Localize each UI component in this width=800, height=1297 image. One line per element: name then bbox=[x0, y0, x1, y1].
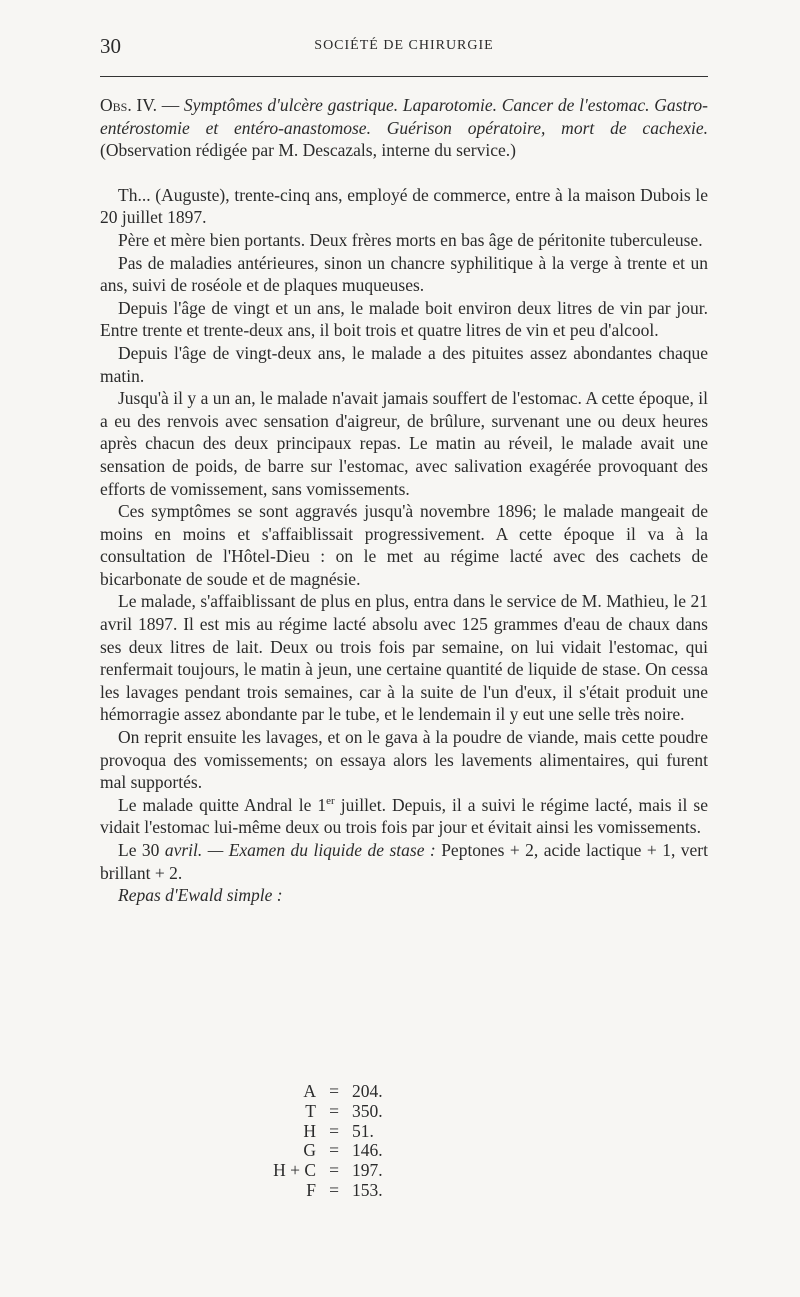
equals-sign: = bbox=[329, 1160, 339, 1181]
ordinal-superscript: er bbox=[326, 794, 335, 807]
equals-sign: = bbox=[329, 1179, 339, 1200]
observation-heading bbox=[100, 94, 708, 162]
formula-label: H bbox=[303, 1120, 316, 1141]
running-title: SOCIÉTÉ DE CHIRURGIE bbox=[314, 38, 494, 53]
paragraph-12 bbox=[100, 884, 708, 907]
formula-value: 51. bbox=[352, 1120, 374, 1141]
formula-row bbox=[240, 1102, 440, 1122]
paragraph-3: Pas de maladies antérieures, sinon un chancre syphilitique à la verge à trente et un ans, suivi de roséole et de plaques muqueuses. bbox=[100, 252, 708, 296]
formula-label: T bbox=[305, 1100, 316, 1121]
paragraph-7: Ces symptômes se sont aggravés jusqu'à novembre 1896; le malade mangeait de moins en moins et s'affaiblissait progressivement. A cette époque il va à la consultation de l'Hôtel-Dieu : on le met au régime lacté avec des cachets de bicarbonate de soude et de magnésie. bbox=[100, 501, 708, 589]
formula-row bbox=[240, 1122, 440, 1142]
paragraph-11-heading: avril. — Examen du liquide de stase : bbox=[164, 840, 436, 860]
paragraph-1: Th... (Auguste), trente-cinq ans, employé de commerce, entre à la maison Dubois le 20 juillet 1897. bbox=[100, 184, 708, 228]
formula-row bbox=[240, 1161, 440, 1181]
paragraph-8: Le malade, s'affaiblissant de plus en plus, entra dans le service de M. Mathieu, le 21 avril 1897. Il est mis au régime lacté absolu avec 125 grammes d'eau de chaux dans ses deux litres de lait. Deux ou trois fois par semaine, on lui vidait l'estomac, qui renfermait toujours, le matin à jeun, une certaine quantité de liquide de stase. On cessa les lavages pendant trois semaines, car à la suite de l'un d'eux, il s'était produit une hémorragie assez abondante par le tube, et le lendemain il y eut une selle très noire. bbox=[100, 591, 708, 725]
article-body bbox=[100, 94, 708, 907]
ewald-heading: Repas d'Ewald simple : bbox=[118, 885, 283, 906]
page-number: 30 bbox=[100, 34, 121, 58]
formula-row bbox=[240, 1181, 440, 1201]
equals-sign: = bbox=[329, 1140, 339, 1161]
equals-sign: = bbox=[329, 1100, 339, 1121]
paragraph-9: On reprit ensuite les lavages, et on le gava à la poudre de viande, mais cette poudre provoqua des vomissements; on essaya alors les lavements alimentaires, qui furent mal supportés. bbox=[100, 727, 708, 793]
paragraph-10 bbox=[100, 794, 708, 839]
equals-sign: = bbox=[329, 1081, 339, 1101]
paragraph-6: Jusqu'à il y a un an, le malade n'avait jamais souffert de l'estomac. A cette époque, il a eu des renvois avec sensation d'aigreur, de brûlure, survenant une ou deux heures après chacun des deux principaux repas. Le matin au réveil, le malade avait une sensation de poids, de barre sur l'estomac, avec salivation exagérée provoquant des efforts de vomissement, sans vomissements. bbox=[100, 388, 708, 499]
formula-value: 153. bbox=[352, 1179, 383, 1200]
paragraph-11-results: Peptones + 2, acide lactique + 1, vert brillant + 2. bbox=[100, 840, 708, 883]
paragraph-4: Depuis l'âge de vingt et un ans, le malade boit environ deux litres de vin par jour. Entre trente et trente-deux ans, il boit trois et quatre litres de vin et peu d'alcool. bbox=[100, 297, 708, 341]
page-header bbox=[100, 34, 708, 64]
formula-value: 197. bbox=[352, 1160, 383, 1181]
header-rule bbox=[100, 76, 708, 77]
paragraph-11-date: Le 30 bbox=[118, 840, 165, 860]
formula-label: G bbox=[303, 1140, 316, 1161]
formula-row bbox=[240, 1141, 440, 1161]
formula-label: A bbox=[303, 1081, 316, 1101]
paragraph-2: Père et mère bien portants. Deux frères morts en bas âge de péritonite tuberculeuse. bbox=[118, 229, 703, 250]
formula-label: H + C bbox=[273, 1160, 316, 1181]
formula-label: F bbox=[306, 1179, 316, 1200]
paragraph-5: Depuis l'âge de vingt-deux ans, le malade a des pituites assez abondantes chaque matin. bbox=[100, 342, 708, 386]
observation-title: Symptômes d'ulcère gastrique. Laparotomie. Cancer de l'estomac. Gastro-entérostomie et entéro-anastomose. Guérison opératoire, mort de cachexie. bbox=[100, 95, 709, 138]
paragraph-11 bbox=[100, 839, 708, 884]
formula-value: 350. bbox=[352, 1100, 383, 1121]
observation-label: Obs. IV. — bbox=[100, 95, 180, 115]
formula-row bbox=[240, 1082, 440, 1102]
paragraph-10-start: Le malade quitte Andral le 1 bbox=[118, 794, 327, 815]
equals-sign: = bbox=[329, 1120, 339, 1141]
formula-value: 204. bbox=[352, 1081, 383, 1101]
formula-value: 146. bbox=[352, 1140, 383, 1161]
paragraph-10-end: juillet. Depuis, il a suivi le régime lacté, mais il se vidait l'estomac lui-même deux ou trois fois par jour et évitait ainsi les vomissements. bbox=[100, 794, 708, 838]
observation-note: (Observation rédigée par M. Descazals, interne du service.) bbox=[100, 140, 516, 161]
results-formula bbox=[240, 1082, 440, 1201]
